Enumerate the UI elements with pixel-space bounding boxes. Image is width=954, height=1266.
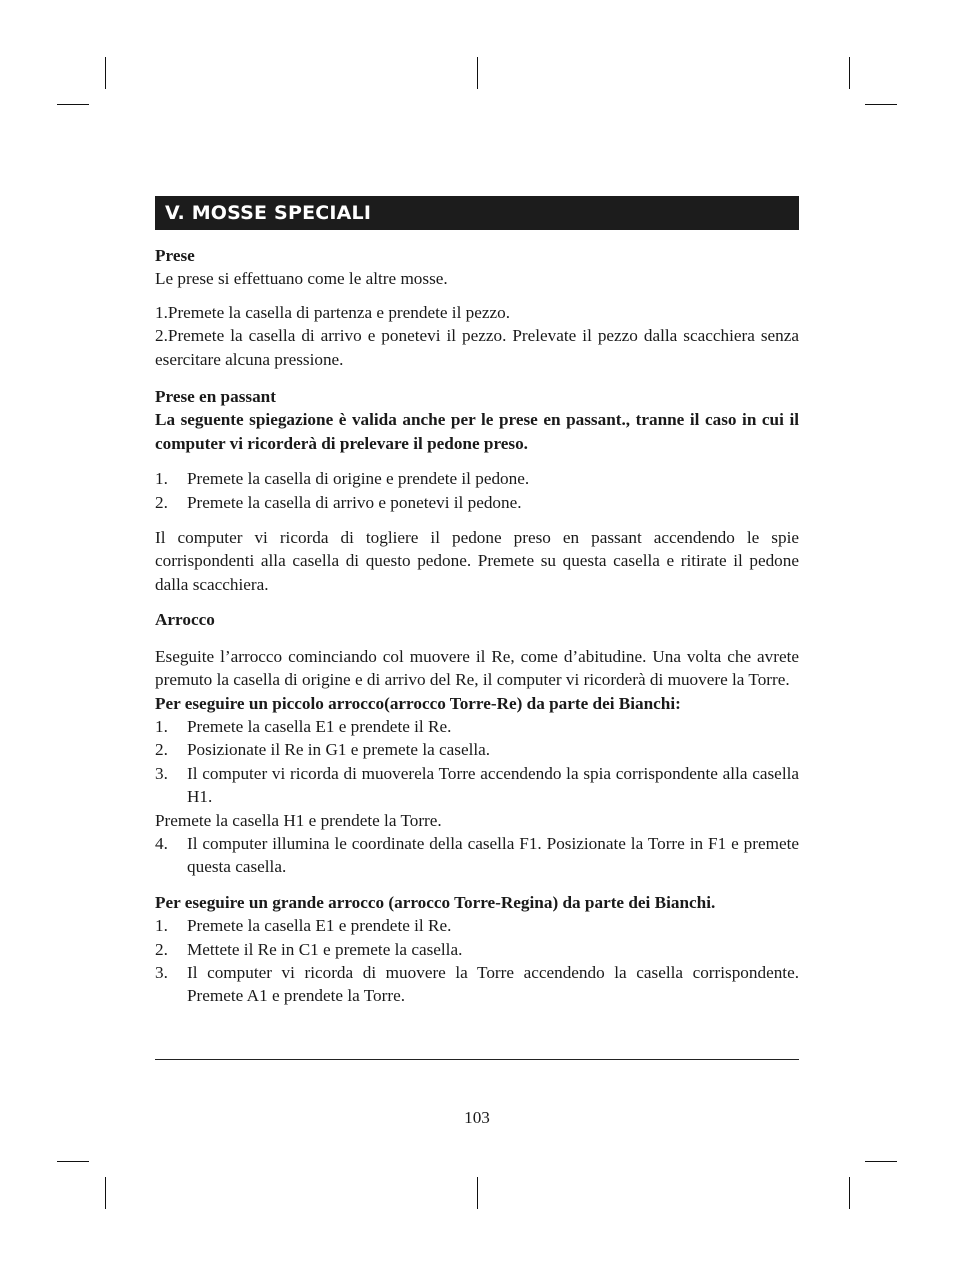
crop-mark: [57, 1161, 89, 1162]
list-item: [155, 914, 799, 937]
list-number: 3.: [155, 763, 168, 783]
list-text: Il computer vi ricorda di muoverela Torre accendendo la spia corrispondente alla casella H1.: [187, 763, 799, 807]
list-text: Il computer illumina le coordinate della casella F1. Posizionate la Torre in F1 e premete questa casella.: [187, 833, 799, 877]
prese-intro: Le prese si effettuano come le altre mosse.: [155, 269, 448, 289]
list-item: [155, 715, 799, 738]
list-item: [155, 467, 799, 490]
prese-step: 1.Premete la casella di partenza e prendete il pezzo.: [155, 302, 511, 322]
list-number: 2.: [155, 492, 168, 512]
crop-mark: [865, 1161, 897, 1162]
crop-mark: [849, 57, 850, 89]
crop-mark: [849, 1177, 850, 1209]
prese-heading: Prese: [155, 246, 195, 265]
list-text: Il computer vi ricorda di muovere la Torre accendendo la casella corrispondente. Premete A1 e prendete la Torre.: [187, 962, 799, 1006]
crop-mark: [105, 57, 106, 89]
en-passant-steps: [155, 467, 799, 514]
list-text: Premete la casella E1 e prendete il Re.: [187, 716, 452, 736]
piccolo-arrocco-interlude: Premete la casella H1 e prendete la Torre.: [155, 810, 442, 830]
list-number: 2.: [155, 939, 168, 959]
list-number: 4.: [155, 833, 168, 853]
list-number: 1.: [155, 916, 168, 936]
piccolo-arrocco-step-4: [155, 832, 799, 879]
list-text: Premete la casella di origine e prendete il pedone.: [187, 469, 530, 489]
page-number: 103: [464, 1108, 490, 1127]
prese-step: 2.Premete la casella di arrivo e ponetevi il pezzo. Prelevate il pezzo dalla scacchiera senza esercitare alcuna pressione.: [155, 326, 799, 369]
crop-mark: [477, 1177, 478, 1209]
section-title: V. MOSSE SPECIALI: [155, 196, 799, 230]
list-item: [155, 938, 799, 961]
list-number: 2.: [155, 740, 168, 760]
list-text: Posizionate il Re in G1 e premete la casella.: [187, 740, 491, 760]
en-passant-heading: Prese en passant: [155, 387, 276, 407]
crop-mark: [105, 1177, 106, 1209]
section-en-passant: [155, 385, 799, 455]
list-item: [155, 961, 799, 1008]
crop-mark: [57, 104, 89, 105]
page-content: [155, 196, 799, 1008]
grande-arrocco-steps: [155, 914, 799, 1008]
list-text: Mettete il Re in C1 e premete la casella.: [187, 939, 463, 959]
list-number: 1.: [155, 469, 168, 489]
footer-rule: [155, 1059, 799, 1060]
list-text: Premete la casella di arrivo e ponetevi il pedone.: [187, 492, 522, 512]
list-item: [155, 832, 799, 879]
grande-arrocco-heading: Per eseguire un grande arrocco (arrocco Torre-Regina) da parte dei Bianchi.: [155, 892, 716, 912]
list-number: 3.: [155, 962, 168, 982]
list-item: [155, 738, 799, 761]
list-item: [155, 762, 799, 809]
crop-mark: [477, 57, 478, 89]
list-text: Premete la casella E1 e prendete il Re.: [187, 916, 452, 936]
prese-steps: [155, 301, 799, 371]
section-prese: [155, 244, 799, 291]
en-passant-note: La seguente spiegazione è valida anche per le prese en passant., tranne il caso in cui il computer vi ricorderà di prelevare il pedone preso.: [155, 410, 799, 453]
piccolo-arrocco-steps: [155, 715, 799, 809]
en-passant-paragraph: Il computer vi ricorda di togliere il pedone preso en passant accendendo le spie corrispondenti alla casella di questo pedone. Premete su questa casella e ritirate il pedone dalla scacchiera.: [155, 528, 799, 594]
arrocco-intro: Eseguite l’arrocco cominciando col muovere il Re, come d’abitudine. Una volta che avrete premuto la casella di origine e di arrivo del Re, il computer vi ricorderà di muovere la Torre.: [155, 646, 799, 690]
list-number: 1.: [155, 716, 168, 736]
arrocco-heading: Arrocco: [155, 610, 215, 630]
crop-mark: [865, 104, 897, 105]
list-item: [155, 491, 799, 514]
piccolo-arrocco-heading: Per eseguire un piccolo arrocco(arrocco Torre-Re) da parte dei Bianchi:: [155, 693, 681, 713]
